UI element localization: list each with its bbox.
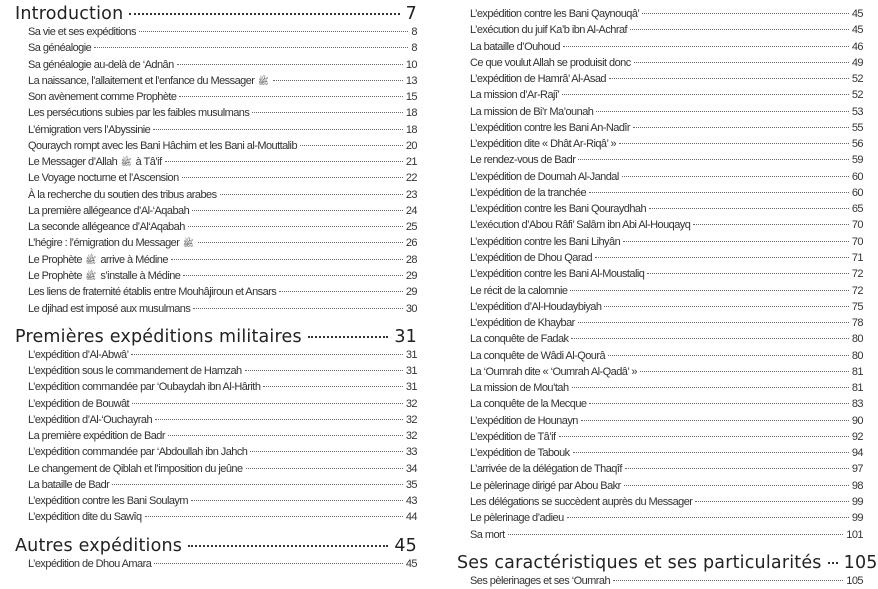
dot-leader: [112, 484, 403, 485]
toc-entry[interactable]: [457, 494, 863, 510]
section-page-number: 31: [394, 326, 417, 347]
dot-leader: [589, 403, 848, 404]
entry-page-number: 105: [846, 574, 863, 587]
entry-page-number: 101: [846, 528, 863, 541]
dot-leader: [570, 290, 848, 291]
entry-page-number: 32: [405, 397, 417, 410]
entry-title: L’expédition sous le commandement de Hamzah: [28, 365, 242, 378]
toc-entry[interactable]: [457, 315, 863, 331]
entry-page-number: 21: [405, 156, 417, 169]
entry-page-number: 13: [405, 74, 417, 87]
entry-page-number: 94: [851, 447, 863, 460]
entry-title: La conquête de la Mecque: [470, 398, 587, 411]
dot-leader: [559, 436, 849, 437]
dot-leader: [191, 500, 403, 501]
entry-page-number: 92: [851, 430, 863, 443]
toc-entry[interactable]: [15, 154, 417, 170]
entry-title: Le changement de Qiblah et l’imposition du jeûne: [28, 462, 243, 475]
dot-leader: [300, 145, 403, 146]
entry-title: L’expédition de la tranchée: [470, 186, 587, 199]
entry-title: L’émigration vers l’Abyssinie: [28, 123, 151, 136]
entry-title: L’expédition d’Al-Houdaybiyah: [470, 300, 602, 313]
toc-entry[interactable]: [15, 203, 417, 219]
toc-column-left: [15, 4, 417, 572]
entry-page-number: 45: [851, 8, 863, 20]
entry-page-number: 32: [405, 413, 417, 426]
entry-page-number: 45: [405, 557, 417, 570]
dot-leader: [308, 336, 389, 338]
section-page-number: 45: [394, 535, 417, 556]
entry-title: La mission de Bi’r Ma’ounah: [470, 105, 594, 118]
section-page-number: 105: [843, 552, 878, 573]
entry-page-number: 72: [851, 284, 863, 297]
toc-entry[interactable]: [15, 428, 417, 444]
dot-leader: [193, 308, 403, 309]
toc-entry[interactable]: [15, 40, 417, 56]
section-title: Introduction: [15, 4, 124, 24]
entry-page-number: 60: [851, 170, 863, 183]
entry-title: La première allégeance d’Al-‘Aqabah: [28, 204, 190, 217]
dot-leader: [188, 545, 388, 547]
toc-entry[interactable]: [457, 510, 863, 526]
toc-entry[interactable]: [15, 219, 417, 235]
entry-page-number: 20: [405, 139, 417, 152]
entry-title: L’expédition de Tâ’if: [470, 430, 556, 443]
dot-leader: [619, 143, 849, 144]
entry-title: Le pèlerinage dirigé par Abou Bakr: [470, 479, 621, 492]
dot-leader: [132, 403, 403, 404]
entry-title: L’exécution du juif Ka’b ibn Al-Achraf: [470, 24, 628, 37]
toc-entry[interactable]: [457, 331, 863, 347]
dot-leader: [578, 322, 849, 323]
entry-title: La naissance, l’allaitement et l’enfance du Messager ﷺ: [28, 74, 269, 87]
entry-page-number: 97: [851, 463, 863, 476]
entry-page-number: 98: [851, 479, 863, 492]
toc-entry[interactable]: [457, 152, 863, 168]
entry-title: L’expédition contre les Bani Qouraydhah: [470, 203, 647, 216]
entry-page-number: 8: [411, 26, 417, 38]
toc-entry[interactable]: [15, 57, 417, 73]
dot-leader: [508, 534, 844, 535]
entry-title: Les délégations se succèdent auprès du Messager: [470, 495, 693, 508]
toc-entry[interactable]: [15, 268, 417, 284]
entry-page-number: 80: [851, 349, 863, 362]
salutation-icon: ﷺ: [120, 158, 132, 169]
dot-leader: [154, 563, 403, 564]
entry-page-number: 83: [851, 398, 863, 411]
entry-title: L’expédition de Hamrâ’ Al-Asad: [470, 73, 606, 86]
entry-title: L’expédition de Bouwât: [28, 397, 130, 410]
entry-page-number: 18: [405, 123, 417, 136]
toc-entry[interactable]: [15, 509, 417, 525]
entry-page-number: 24: [405, 204, 417, 217]
entry-title: La seconde allégeance d’Al‘Aqabah: [28, 221, 185, 234]
toc-entry[interactable]: [15, 301, 417, 317]
entry-title: L’exécution d’Abou Râfi’ Salâm ibn Abi Al-Houqayq: [470, 219, 691, 232]
toc-entry[interactable]: [15, 252, 417, 268]
entry-title: Ses pèlerinages et ses ‘Oumrah: [470, 574, 611, 587]
dot-leader: [273, 80, 403, 81]
entry-title: Le djihad est imposé aux musulmans: [28, 302, 191, 315]
entry-page-number: 46: [851, 40, 863, 53]
dot-leader: [131, 354, 402, 355]
entry-page-number: 26: [405, 237, 417, 250]
dot-leader: [188, 226, 403, 227]
section-title: Autres expéditions: [15, 535, 183, 556]
dot-leader: [129, 13, 399, 15]
entry-title: L’expédition contre les Bani An-Nadîr: [470, 121, 631, 134]
toc-entry[interactable]: [457, 364, 863, 380]
entry-title: L’expédition contre les Bani Lihyân: [470, 235, 621, 248]
dot-leader: [693, 224, 849, 225]
dot-leader: [649, 208, 849, 209]
entry-page-number: 59: [851, 154, 863, 167]
toc-entry[interactable]: [15, 105, 417, 121]
entry-page-number: 81: [851, 365, 863, 378]
dot-leader: [567, 517, 849, 518]
dot-leader: [640, 371, 849, 372]
toc-entry[interactable]: [457, 429, 863, 445]
dot-leader: [198, 242, 403, 243]
entry-page-number: 80: [851, 333, 863, 346]
toc-entry[interactable]: [15, 412, 417, 428]
dot-leader: [139, 31, 408, 32]
entry-page-number: 70: [851, 235, 863, 248]
entry-title: L’expédition contre les Bani Soulaym: [28, 495, 188, 508]
section-heading[interactable]: [15, 536, 417, 556]
entry-title: La conquête de Wâdi Al-Qourâ: [470, 349, 606, 362]
entry-page-number: 23: [405, 188, 417, 201]
dot-leader: [94, 47, 408, 48]
dot-leader: [245, 370, 403, 371]
entry-title: La bataille d’Ouhoud: [470, 40, 560, 53]
toc-entry[interactable]: [15, 24, 417, 40]
toc-entry[interactable]: [15, 379, 417, 395]
toc-entry[interactable]: [457, 136, 863, 152]
toc-entry[interactable]: [457, 283, 863, 299]
entry-title: L’expédition de Dhou Qarad: [470, 251, 593, 264]
entry-page-number: 30: [405, 302, 417, 315]
toc-entry[interactable]: [457, 413, 863, 429]
dot-leader: [596, 111, 849, 112]
entry-page-number: 22: [405, 172, 417, 185]
entry-page-number: 29: [405, 286, 417, 299]
dot-leader: [622, 176, 849, 177]
entry-page-number: 71: [851, 251, 863, 264]
entry-page-number: 70: [851, 219, 863, 232]
entry-title: Le rendez-vous de Badr: [470, 154, 576, 167]
dot-leader: [828, 562, 838, 564]
entry-title: L’expédition de Doumah Al-Jandal: [470, 170, 619, 183]
entry-page-number: 49: [851, 56, 863, 69]
entry-title: La bataille de Badr: [28, 478, 110, 491]
entry-title: L’expédition de Khaybar: [470, 317, 575, 330]
entry-page-number: 56: [851, 138, 863, 151]
dot-leader: [250, 451, 402, 452]
entry-page-number: 99: [851, 495, 863, 508]
dot-leader: [155, 419, 403, 420]
section-heading[interactable]: [15, 4, 417, 24]
dot-leader: [633, 127, 849, 128]
entry-title: Le Prophète ﷺ arrive à Médine: [28, 253, 168, 266]
entry-title: Le Voyage nocturne et l’Ascension: [28, 172, 179, 185]
toc-entry[interactable]: [15, 461, 417, 477]
dot-leader: [171, 259, 403, 260]
entry-title: L’expédition d’Al-‘Ouchayrah: [28, 413, 153, 426]
toc-entry[interactable]: [15, 493, 417, 509]
entry-page-number: 10: [405, 58, 417, 71]
toc-entry[interactable]: [457, 87, 863, 103]
salutation-icon: ﷺ: [182, 239, 194, 250]
dot-leader: [562, 94, 849, 95]
entry-title: L’expédition de Hounayn: [470, 414, 578, 427]
dot-leader: [595, 257, 849, 258]
toc-entry[interactable]: [457, 71, 863, 87]
entry-title: L’arrivée de la délégation de Thaqîf: [470, 463, 622, 476]
dot-leader: [604, 306, 848, 307]
entry-page-number: 52: [851, 89, 863, 102]
entry-title: L’expédition contre les Bani Al-Moustaliq: [470, 268, 645, 281]
entry-title: Le Messager d’Allah ﷺ à Tâ’if: [28, 156, 162, 169]
dot-leader: [252, 112, 403, 113]
dot-leader: [630, 29, 849, 30]
entry-title: La première expédition de Badr: [28, 430, 165, 443]
toc-entry[interactable]: [457, 169, 863, 185]
entry-title: La conquête de Fadak: [470, 333, 569, 346]
entry-page-number: 35: [405, 478, 417, 491]
toc-entry[interactable]: [457, 201, 863, 217]
toc-entry[interactable]: [457, 185, 863, 201]
dot-leader: [608, 355, 849, 356]
dot-leader: [573, 452, 849, 453]
entry-page-number: 65: [851, 203, 863, 216]
dot-leader: [182, 177, 403, 178]
toc-entry[interactable]: [457, 299, 863, 315]
toc-entry[interactable]: [457, 348, 863, 364]
entry-page-number: 32: [405, 430, 417, 443]
entry-page-number: 28: [405, 253, 417, 266]
entry-title: Son avènement comme Prophète: [28, 91, 177, 104]
toc-entry[interactable]: [457, 380, 863, 396]
toc-entry[interactable]: [457, 6, 863, 22]
entry-title: Qouraych rompt avec les Bani Hâchim et les Bani al-Mouttalib: [28, 139, 298, 152]
entry-page-number: 52: [851, 73, 863, 86]
dot-leader: [165, 161, 403, 162]
toc-entry[interactable]: [457, 478, 863, 494]
toc-column-right: [457, 6, 878, 589]
toc-entry[interactable]: [457, 461, 863, 477]
toc-entry[interactable]: [15, 187, 417, 203]
entry-title: La mission de Mou’tah: [470, 382, 569, 395]
dot-leader: [624, 485, 849, 486]
toc-entry[interactable]: [457, 445, 863, 461]
entry-title: Sa généalogie au-delà de ‘Adnân: [28, 58, 174, 71]
dot-leader: [246, 468, 403, 469]
dot-leader: [609, 78, 849, 79]
section-title: Premières expéditions militaires: [15, 326, 302, 347]
entry-title: L’expédition dite du Sawîq: [28, 511, 142, 524]
entry-title: L’expédition commandée par ‘Oubaydah ibn Al-Hârith: [28, 381, 261, 394]
entry-page-number: 31: [405, 365, 417, 378]
entry-title: L’expédition d’Al-Abwâ’: [28, 348, 129, 361]
entry-page-number: 72: [851, 268, 863, 281]
entry-title: L’expédition de Dhou Amara: [28, 557, 152, 570]
entry-title: La ‘Oumrah dite « ‘Oumrah Al-Qadâ’ »: [470, 365, 637, 378]
entry-page-number: 53: [851, 105, 863, 118]
dot-leader: [695, 501, 848, 502]
entry-title: Ce que voulut Allah se produisit donc: [470, 56, 631, 69]
entry-page-number: 34: [405, 462, 417, 475]
dot-leader: [192, 210, 403, 211]
dot-leader: [279, 291, 403, 292]
toc-entry[interactable]: [457, 250, 863, 266]
dot-leader: [168, 435, 403, 436]
entry-page-number: 90: [851, 414, 863, 427]
dot-leader: [145, 516, 403, 517]
dot-leader: [220, 194, 403, 195]
toc-entry[interactable]: [15, 73, 417, 89]
entry-page-number: 25: [405, 221, 417, 234]
dot-leader: [613, 580, 843, 581]
entry-title: Sa vie et ses expéditions: [28, 26, 136, 38]
toc-entry[interactable]: [15, 89, 417, 105]
entry-title: Les persécutions subies par les faibles musulmans: [28, 107, 250, 120]
section-heading[interactable]: [457, 552, 878, 573]
entry-page-number: 31: [405, 348, 417, 361]
section-title: Ses caractéristiques et ses particularités: [457, 552, 822, 573]
toc-entry[interactable]: [457, 527, 863, 543]
entry-title: Le Prophète ﷺ s’installe à Médine: [28, 269, 181, 282]
toc-entry[interactable]: [457, 120, 863, 136]
section-heading[interactable]: [15, 327, 417, 347]
toc-entry[interactable]: [15, 138, 417, 154]
toc-entry[interactable]: [457, 55, 863, 71]
dot-leader: [642, 13, 849, 14]
toc-entry[interactable]: [457, 396, 863, 412]
entry-title: Sa mort: [470, 528, 505, 541]
section-page-number: 7: [405, 4, 417, 24]
salutation-icon: ﷺ: [85, 271, 97, 282]
toc-entry[interactable]: [15, 347, 417, 363]
dot-leader: [634, 62, 849, 63]
entry-title: La mission d’Ar-Rajî’: [470, 89, 560, 102]
entry-title: L’expédition contre les Bani Qaynouqâ’: [470, 8, 640, 20]
toc-entry[interactable]: [15, 444, 417, 460]
entry-title: L’expédition dite « Dhât Ar-Riqâ’ »: [470, 138, 617, 151]
dot-leader: [625, 468, 849, 469]
entry-page-number: 78: [851, 317, 863, 330]
entry-title: À la recherche du soutien des tribus arabes: [28, 188, 217, 201]
toc-entry[interactable]: [15, 284, 417, 300]
dot-leader: [623, 241, 849, 242]
dot-leader: [571, 338, 848, 339]
toc-entry[interactable]: [457, 266, 863, 282]
salutation-icon: ﷺ: [257, 76, 269, 87]
dot-leader: [183, 275, 402, 276]
entry-page-number: 8: [411, 42, 417, 55]
dot-leader: [589, 192, 849, 193]
toc-entry[interactable]: [457, 104, 863, 120]
entry-title: L’hégire : l’émigration du Messager ﷺ: [28, 237, 194, 250]
entry-page-number: 45: [851, 24, 863, 37]
dot-leader: [263, 386, 402, 387]
entry-page-number: 81: [851, 382, 863, 395]
dot-leader: [578, 159, 849, 160]
entry-page-number: 15: [405, 91, 417, 104]
entry-title: L’expédition commandée par ‘Abdoullah ibn Jahch: [28, 446, 248, 459]
dot-leader: [581, 420, 849, 421]
entry-page-number: 60: [851, 186, 863, 199]
toc-entry[interactable]: [15, 556, 417, 572]
toc-entry[interactable]: [457, 217, 863, 233]
toc-entry[interactable]: [15, 363, 417, 379]
salutation-icon: ﷺ: [85, 255, 97, 266]
entry-page-number: 75: [851, 300, 863, 313]
toc-entry[interactable]: [15, 235, 417, 251]
entry-page-number: 33: [405, 446, 417, 459]
entry-page-number: 18: [405, 107, 417, 120]
toc-entry[interactable]: [457, 573, 863, 589]
dot-leader: [179, 96, 402, 97]
entry-page-number: 43: [405, 495, 417, 508]
dot-leader: [572, 387, 849, 388]
toc-entry[interactable]: [15, 477, 417, 493]
toc-entry[interactable]: [15, 170, 417, 186]
toc-entry[interactable]: [15, 396, 417, 412]
toc-entry[interactable]: [457, 22, 863, 38]
toc-entry[interactable]: [457, 39, 863, 55]
entry-page-number: 99: [851, 512, 863, 525]
dot-leader: [153, 129, 403, 130]
dot-leader: [647, 273, 849, 274]
entry-title: Sa généalogie: [28, 42, 92, 55]
entry-page-number: 44: [405, 511, 417, 524]
toc-entry[interactable]: [457, 234, 863, 250]
entry-page-number: 55: [851, 121, 863, 134]
entry-page-number: 31: [405, 381, 417, 394]
dot-leader: [563, 46, 849, 47]
entry-title: Les liens de fraternité établis entre Mouhâjiroun et Ansars: [28, 286, 277, 299]
entry-title: L’expédition de Tabouk: [470, 447, 570, 460]
toc-entry[interactable]: [15, 122, 417, 138]
dot-leader: [177, 64, 403, 65]
entry-title: Le pèlerinage d’adieu: [470, 512, 564, 525]
entry-title: Le récit de la calomnie: [470, 284, 568, 297]
entry-page-number: 29: [405, 269, 417, 282]
